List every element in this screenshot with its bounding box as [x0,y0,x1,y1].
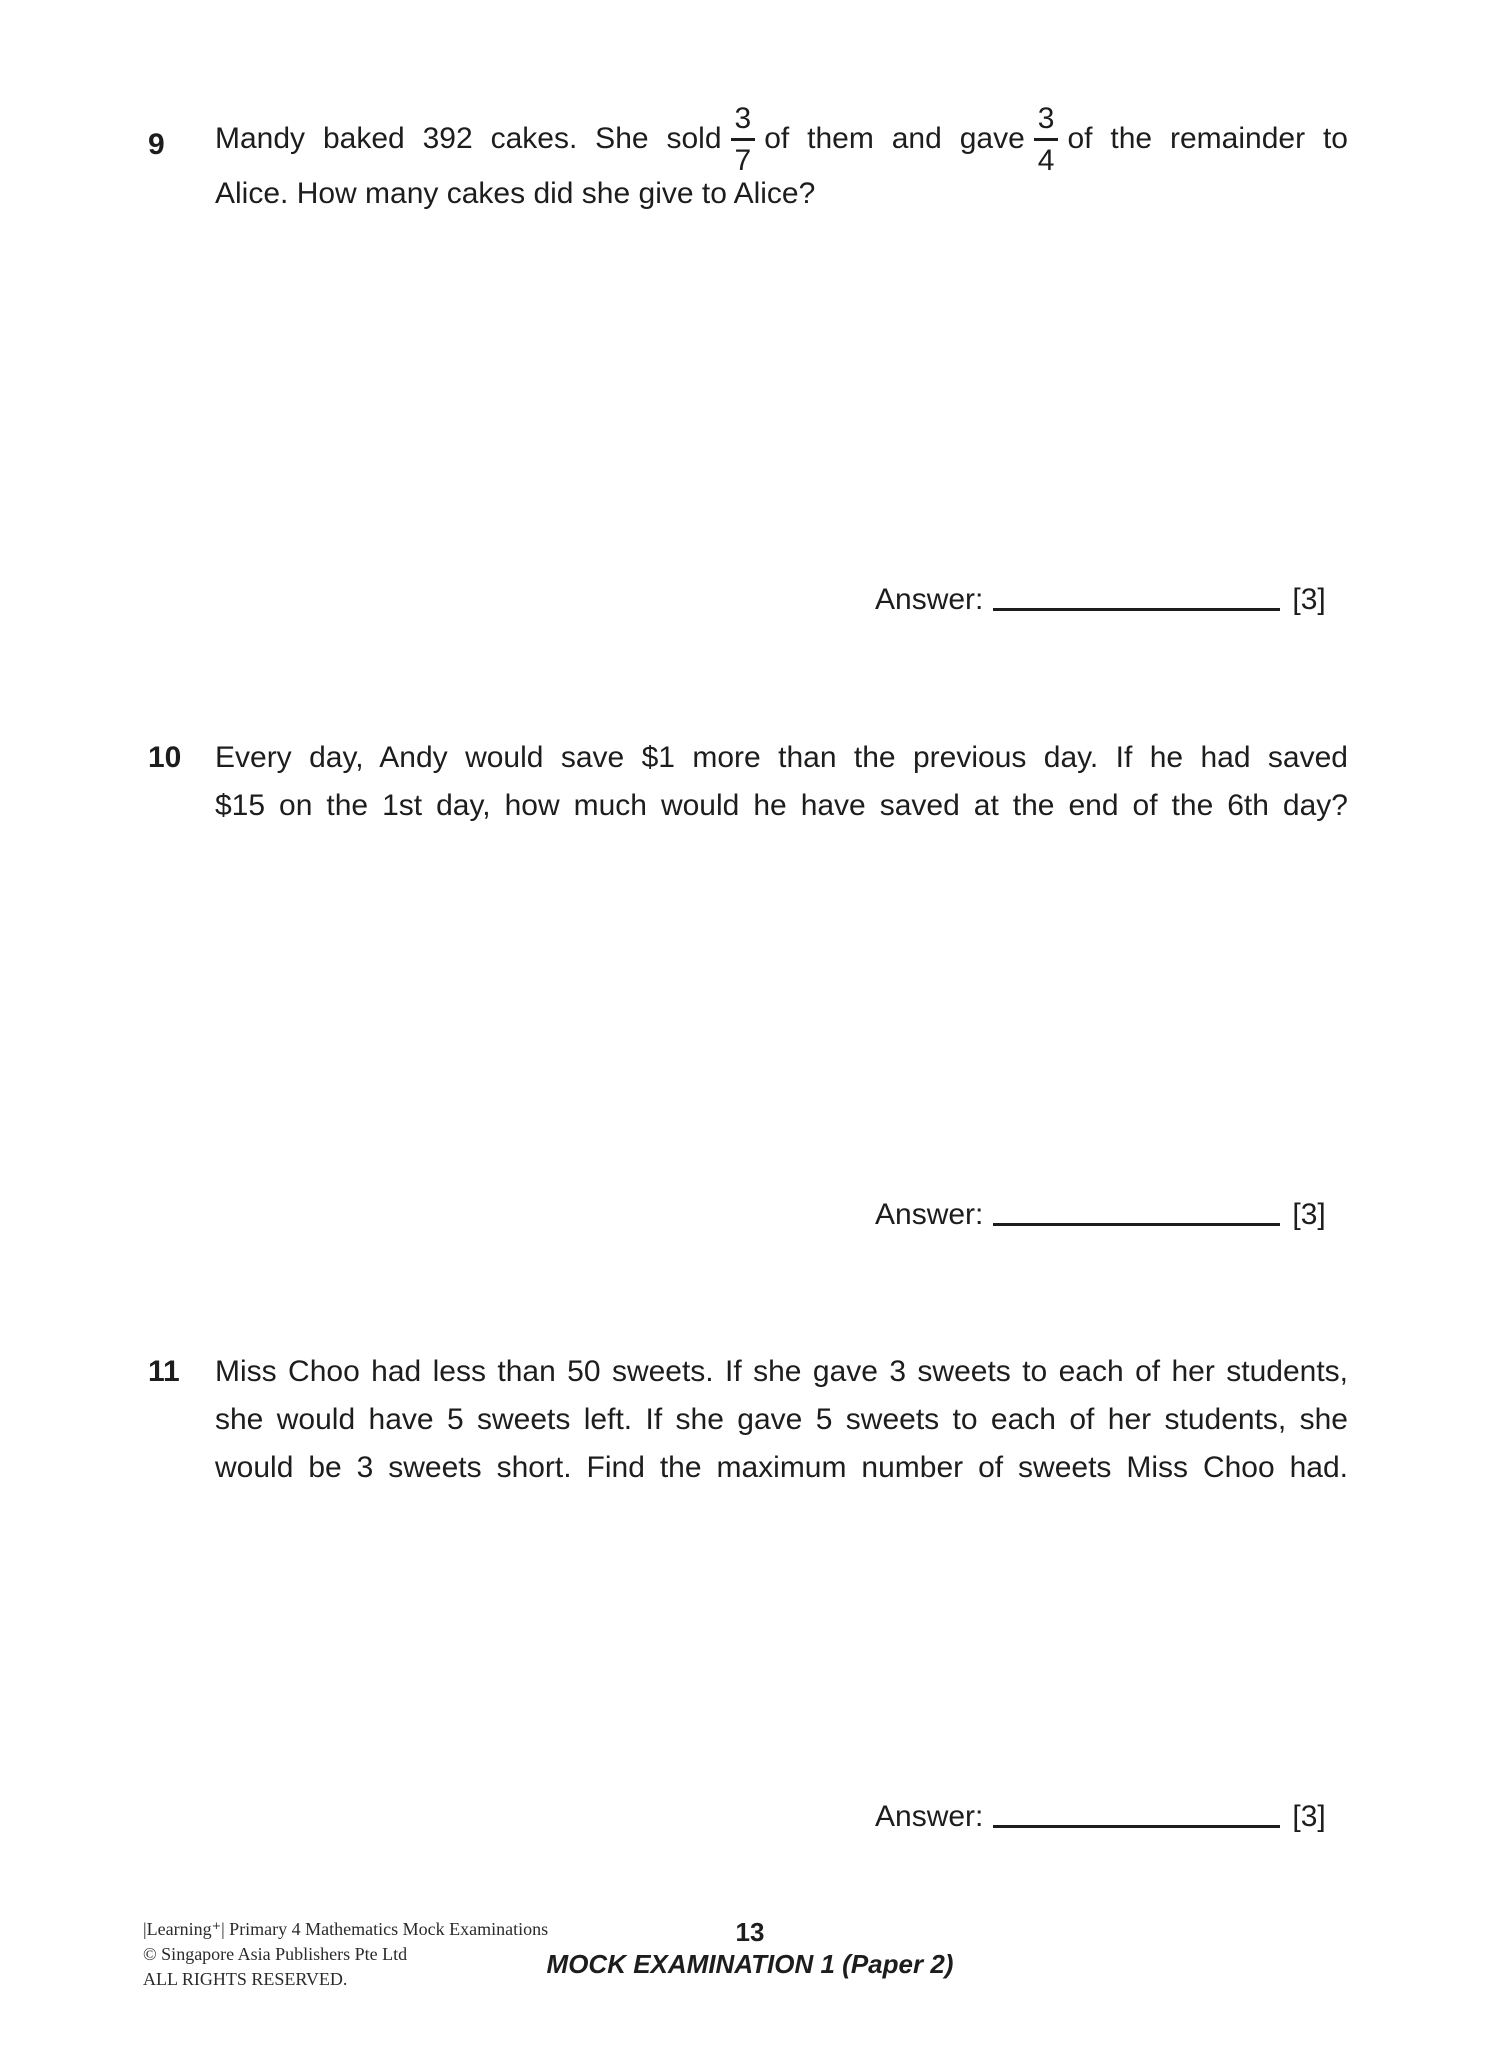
question-10-number: 10 [148,741,182,774]
question-9-text-a: Mandy baked 392 cakes. She sold [215,121,722,155]
answer-row-q11 [875,1799,1326,1835]
footer-center [0,1917,1500,1979]
answer-row-q9 [875,582,1326,618]
fraction-denominator: 7 [734,144,752,177]
marks-label: [3] [1292,583,1326,616]
question-11 [148,1348,1348,1492]
question-10-line-2: $15 on the 1st day, how much would he have saved at the end of the 6th day? [215,789,1348,822]
question-11-number: 11 [148,1355,180,1388]
answer-blank-line [993,1801,1280,1828]
question-9-text-c: of the remainder to [1067,121,1348,155]
fraction-denominator: 4 [1037,144,1055,177]
answer-blank-line [993,1199,1280,1226]
question-11-body [215,1348,1348,1492]
fraction-numerator: 3 [731,104,756,141]
question-10-body [215,734,1348,830]
question-11-line-1: Miss Choo had less than 50 sweets. If she gave 3 sweets to each of her students, [215,1355,1348,1388]
question-9-line-2: Alice. How many cakes did she give to Alice? [215,177,816,210]
exam-title: MOCK EXAMINATION 1 (Paper 2) [546,1949,954,1979]
imprint-rights-line: ALL RIGHTS RESERVED. [143,1969,348,1989]
fraction-three-quarters [1034,104,1059,176]
question-9-body [215,104,1348,218]
fraction-numerator: 3 [1034,104,1059,141]
question-9 [148,104,1348,218]
question-10 [148,734,1348,830]
imprint-copyright-line: © Singapore Asia Publishers Pte Ltd [143,1944,408,1964]
question-10-line-1: Every day, Andy would save $1 more than the previous day. If he had saved [215,741,1348,774]
answer-blank-line [993,584,1280,611]
marks-label: [3] [1292,1198,1326,1231]
answer-label: Answer: [875,1198,984,1231]
marks-label: [3] [1292,1800,1326,1833]
question-9-text-b: of them and gave [764,121,1025,155]
answer-label: Answer: [875,1800,984,1833]
fraction-three-sevenths [731,104,756,176]
question-11-line-3: would be 3 sweets short. Find the maximum number of sweets Miss Choo had. [215,1451,1348,1484]
answer-label: Answer: [875,583,984,616]
imprint-series-line: |Learning⁺| Primary 4 Mathematics Mock Examinations [143,1919,549,1939]
question-11-line-2: she would have 5 sweets left. If she gave 5 sweets to each of her students, she [215,1403,1348,1436]
question-9-number: 9 [148,128,165,161]
page-number: 13 [735,1917,765,1947]
question-9-line-1 [215,104,1348,176]
answer-row-q10 [875,1197,1326,1233]
